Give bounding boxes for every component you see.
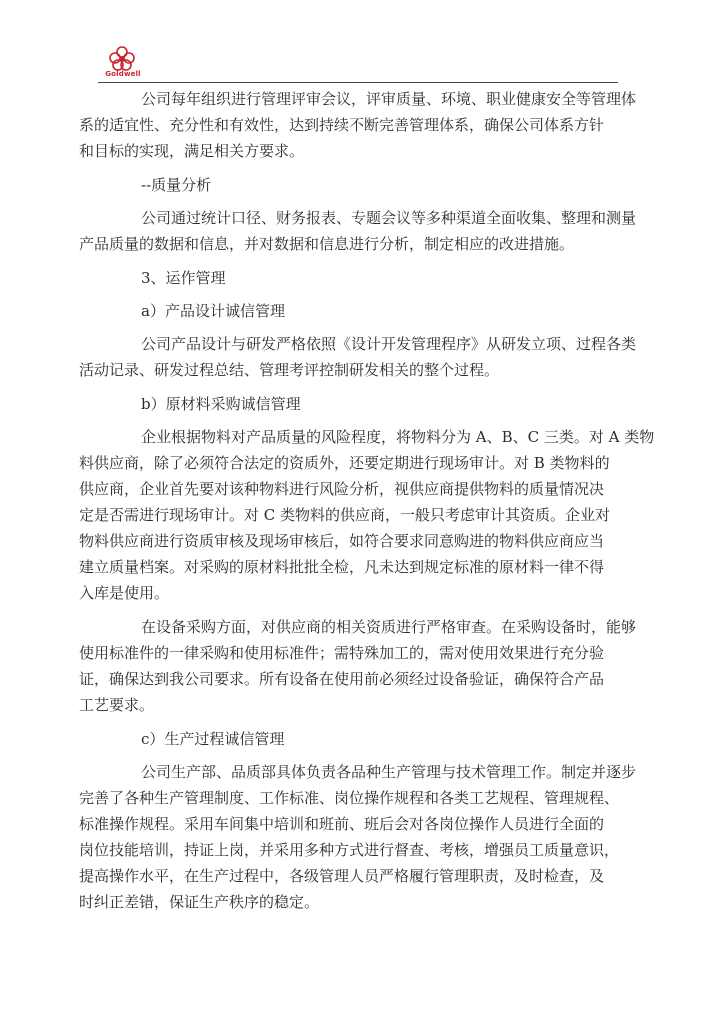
text-line: 定是否需进行现场审计。对 C 类物料的供应商，一般只考虑审计其资质。企业对 bbox=[79, 506, 611, 524]
section-heading-quality-analysis bbox=[110, 172, 618, 198]
text-line: c）生产过程诚信管理 bbox=[141, 730, 285, 748]
text-line: 使用标准件的一律采购和使用标准件；需特殊加工的，需对使用效果进行充分验 bbox=[79, 644, 605, 662]
brand-name: Goldwell bbox=[105, 70, 141, 78]
text-line: 公司每年组织进行管理评审会议，评审质量、环境、职业健康安全等管理体 bbox=[141, 90, 637, 108]
text-line: 工艺要求。 bbox=[79, 696, 155, 714]
text-line: 证，确保达到我公司要求。所有设备在使用前必须经过设备验证，确保符合产品 bbox=[79, 670, 605, 688]
paragraph-management-review bbox=[79, 86, 637, 164]
text-line: 企业根据物料对产品质量的风险程度，将物料分为 A、B、C 三类。对 A 类物 bbox=[141, 428, 655, 446]
text-line: b）原材料采购诚信管理 bbox=[141, 395, 301, 413]
text-line: --质量分析 bbox=[141, 176, 212, 194]
text-line: 产品质量的数据和信息，并对数据和信息进行分析，制定相应的改进措施。 bbox=[79, 235, 575, 253]
text-line: 提高操作水平，在生产过程中，各级管理人员严格履行管理职责，及时检查，及 bbox=[79, 867, 605, 885]
text-line: 入库是使用。 bbox=[79, 584, 170, 602]
text-line: 和目标的实现，满足相关方要求。 bbox=[79, 142, 305, 160]
paragraph-equipment-purchase bbox=[79, 614, 637, 718]
header-divider bbox=[98, 82, 618, 83]
text-line: 时纠正差错，保证生产秩序的稳定。 bbox=[79, 893, 320, 911]
text-line: a）产品设计诚信管理 bbox=[141, 302, 285, 320]
document-body bbox=[79, 86, 655, 923]
text-line: 料供应商，除了必须符合法定的资质外，还要定期进行现场审计。对 B 类物料的 bbox=[79, 454, 610, 472]
text-line: 标准操作规程。采用车间集中培训和班前、班后会对各岗位操作人员进行全面的 bbox=[79, 815, 605, 833]
text-line: 公司产品设计与研发严格依照《设计开发管理程序》从研发立项、过程各类 bbox=[141, 335, 637, 353]
text-line: 公司生产部、品质部具体负责各品种生产管理与技术管理工作。制定并逐步 bbox=[141, 763, 637, 781]
paragraph-quality-analysis bbox=[79, 205, 637, 257]
text-line: 公司通过统计口径、财务报表、专题会议等多种渠道全面收集、整理和测量 bbox=[141, 209, 637, 227]
paragraph-raw-material bbox=[79, 424, 655, 606]
paragraph-product-design bbox=[79, 331, 637, 383]
text-line: 在设备采购方面，对供应商的相关资质进行严格审查。在采购设备时，能够 bbox=[141, 618, 637, 636]
subheading-raw-material bbox=[110, 391, 618, 417]
text-line: 建立质量档案。对采购的原材料批批全检，凡未达到规定标准的原材料一律不得 bbox=[79, 558, 605, 576]
text-line: 活动记录、研发过程总结、管理考评控制研发相关的整个过程。 bbox=[79, 361, 500, 379]
text-line: 物料供应商进行资质审核及现场审核后，如符合要求同意购进的物料供应商应当 bbox=[79, 532, 605, 550]
paragraph-production-process bbox=[79, 759, 637, 915]
text-line: 3、运作管理 bbox=[141, 269, 226, 287]
text-line: 系的适宜性、充分性和有效性，达到持续不断完善管理体系，确保公司体系方针 bbox=[79, 116, 605, 134]
text-line: 完善了各种生产管理制度、工作标准、岗位操作规程和各类工艺规程、管理规程、 bbox=[79, 789, 620, 807]
text-line: 岗位技能培训，持证上岗，并采用多种方式进行督查、考核，增强员工质量意识， bbox=[79, 841, 620, 859]
section-heading-operations bbox=[110, 265, 618, 291]
text-line: 供应商，企业首先要对该种物料进行风险分析，视供应商提供物料的质量情况决 bbox=[79, 480, 605, 498]
subheading-production-process bbox=[110, 726, 618, 752]
subheading-product-design bbox=[110, 298, 618, 324]
